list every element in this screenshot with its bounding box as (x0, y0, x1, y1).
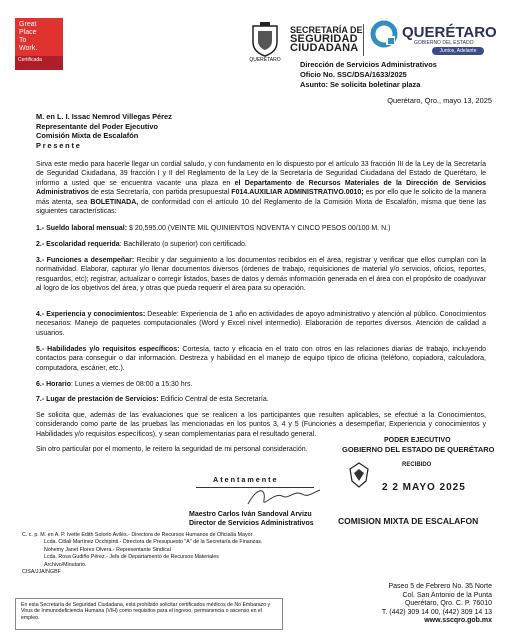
ccp-line-4: Lcda. Rosa Gudiño Pérez.- Jefa de Departamento de Recursos Materiales (44, 554, 219, 561)
item-2-text: : Bachillerato (o superior) con certificado. (119, 241, 247, 248)
item-6-heading: 6.- Horario (36, 381, 72, 388)
eagle-seal-icon (346, 461, 372, 489)
stamp-line-1: PODER EJECUTIVO (384, 437, 451, 444)
footer-address (360, 583, 492, 626)
ccp-line-3: Nohemy Janet Flores Olvera.- Representante Sindical (44, 546, 171, 553)
address-line-1: Paseo 5 de Febrero No. 35 Norte (388, 583, 492, 590)
queretaro-name: QUERÉTARO (402, 24, 497, 41)
ccp-line-5: Archivo/Minutario. (44, 561, 87, 568)
stamp-date: 2 2 MAYO 2025 (382, 482, 466, 493)
ccp-line-1 (22, 532, 262, 539)
item-4 (36, 310, 486, 338)
closing-paragraph: Se solicita que, además de las evaluaciones que se realicen a los participantes que resulten aplicables, se efectué a la Conocimientos, considerando como parte de las pruebas las mencionadas en los puntos 3, 4 y 5 (Funciones a desempeñar, Experiencia y conocimientos y Habilidades y/o requisitos específicos), y sean complementarias para el resultado general. (36, 412, 486, 438)
item-6 (36, 380, 486, 389)
item-4-text: Deseable: Experiencia de 1 año en actividades de apoyo administrativo y atención al público. Conocimientos necesarios: Manejo de paquetes computacionales (Word y Excel nivel intermedio). Elaboración de reportes diversos. Atención de calidad a usuarios. (36, 311, 486, 337)
item-1-text: $ 20,595.00 (VEINTE MIL QUINIENTOS NOVENTA Y CINCO PESOS 00/100 M. N.) (127, 225, 391, 232)
oficio-number: Oficio No. SSC/DSA/1633/2025 (300, 70, 407, 79)
address-line-3: Querétaro, Qro. C. P. 76010 (404, 600, 492, 608)
item-3-heading: 3.- Funciones a desempeñar: (36, 257, 135, 264)
item-6-text: : Lunes a viernes de 08:00 a 15:30 hrs. (71, 381, 193, 388)
juntos-adelante-pill: Juntos, Adelante (432, 47, 484, 55)
address-line-4: T. (442) 309 14 00, (442) 309 14 13 (381, 608, 492, 616)
secretaria-line-3: CIUDADANA (290, 42, 359, 54)
header-divider (363, 24, 364, 56)
intro-text-b: el Departamento de Recursos Materiales de la Dirección de Servicios Administrativos (36, 179, 486, 197)
address-line-2: Col. San Antonio de la Punta (402, 591, 492, 599)
farewell: Sin otro particular por el momento, le reitero la seguridad de mi personal consideración. (36, 446, 308, 453)
item-4-heading: 4.- Experiencia y conocimientos: (36, 311, 146, 318)
item-5-text: Cortesía, tacto y eficacia en el trato con otros en las relaciones diarias de trabajo, incluyendo contactos para conseguir o dar información. Destreza y habilidad en el manejo de equipo típico de oficina (teléfono, copiadora, calculadora, computadora, escáner, etc.). (36, 346, 486, 372)
notice-box: En esta Secretaría de Seguridad Ciudadana, está prohibido solicitar certificados médicos de No Embarazo y Virus de Inmunodeficiencia Humana (VIH) como requisitos para el ingreso, permanencia o ascenso en el empleo. (15, 598, 283, 630)
state-seal-icon (249, 22, 281, 58)
ccp-text-1: M. en A. P. Ivette Edith Solorio Avilés.- Directora de Recursos Humanos de Oficialía Mayor (40, 532, 253, 538)
addressee-org: Comisión Mixta de Escalafón (36, 131, 139, 140)
asunto: Asunto: Se solicita boletinar plaza (300, 80, 421, 89)
signer-title: Director de Servicios Administrativos (189, 520, 314, 527)
document-reference (300, 60, 492, 90)
item-2 (36, 240, 486, 249)
stamp-received: RECIBIDO (402, 462, 432, 468)
intro-text-c: de esta Secretaría, con partida presupuestal (88, 189, 232, 197)
secretaria-line-1: SECRETARÍA DE (290, 25, 363, 35)
item-2-heading: 2.- Escolaridad requerida (36, 241, 120, 248)
item-5-heading: 5.- Habilidades y/o requisitos específicos: (36, 346, 180, 353)
item-3-text: Recibir y dar seguimiento a los documentos recibidos en el área, registrar y verificar que ellos cumplan con la normatividad. Elaborar, capturar y/o llenar documentos diversos (órdenes de trabajo, requisiciones de material y/o servicios, oficios, reportes, resguardos, etc); registrar, actualizar o corregir listados, bases de datos y demás información generada en el área con el propósito de coadyuvar al logro de los objetivos del área, y otras que pueda requerir el área para su operación. (36, 257, 486, 293)
ccp-line-2: Lcda. Citlali Martínez Occhipinti.- Directora de Presupuesto "A" de la Secretaría de Finanzas. (44, 539, 263, 546)
item-7 (36, 395, 486, 404)
addressee-name: M. en L. I. Issac Nemrod Villegas Pérez (36, 112, 172, 121)
ccp-block (22, 532, 262, 576)
addressee-block (36, 112, 172, 150)
atentamente: Atentamente (213, 475, 279, 484)
seal-caption: QUERÉTARO (249, 57, 281, 63)
item-7-text: Edificio Central de esta Secretaría. (158, 396, 269, 403)
ccp-label: C. c. p. (22, 532, 39, 538)
badge-line-2: Place (19, 29, 37, 36)
stamp-bottom: COMISION MIXTA DE ESCALAFON (338, 516, 479, 526)
badge-line-4: Work. (19, 45, 38, 52)
item-7-heading: 7.- Lugar de prestación de Servicios: (36, 396, 159, 403)
intro-text-g: de conformidad con el artículo 10 del Reglamento de la Comisión Mixta de Escalafón, misma que tiene las siguientes características: (36, 198, 486, 216)
ccp-initials: CISA/JJA/NGBF (22, 569, 61, 576)
item-3 (36, 256, 486, 294)
direccion: Dirección de Servicios Administrativos (300, 60, 437, 69)
received-stamp (340, 437, 495, 534)
website-link[interactable]: www.sscqro.gob.mx (424, 617, 492, 625)
addressee-role: Representante del Poder Ejecutivo (36, 121, 158, 131)
gobierno-del-estado: GOBIERNO DEL ESTADO (414, 40, 474, 46)
intro-text-a: Sirva este medio para hacerle llegar un cordial saludo, y con fundamento en lo dispuesto por el artículo 33 fracción III de la Ley de la Secretaría de Seguridad Ciudadana, 39 fracción I y II del Reglamento de la Ley de la Secretaría de Seguridad Ciudadana del Estado de Querétaro, le informo a usted que se encuentra vacante una plaza en (36, 161, 486, 187)
item-1 (36, 224, 486, 233)
great-place-to-work-badge (15, 18, 63, 70)
intro-paragraph (36, 160, 486, 216)
signature-line (196, 487, 314, 488)
badge-strip: Certificada (15, 56, 63, 70)
badge-line-3: To (19, 37, 27, 44)
presente: Presente (36, 140, 82, 150)
intro-text-f: BOLETINADA, (90, 198, 139, 206)
intro-text-e: es por ello que le solicito de la manera más atenta, sea (36, 189, 487, 206)
item-5 (36, 345, 486, 373)
secretaria-name (290, 26, 363, 53)
item-1-heading: 1.- Sueldo laboral mensual: (36, 225, 128, 232)
badge-line-1: Great (19, 21, 37, 28)
secretaria-line-2: SEGURIDAD (290, 33, 358, 45)
queretaro-logo-icon (370, 20, 398, 48)
signer-block (189, 510, 314, 528)
intro-text-d: F014.AUXILIAR ADMINISTRATIVO.0010; (231, 189, 364, 197)
signer-name: Maestro Carlos Iván Sandoval Arvizu (189, 511, 312, 518)
stamp-line-2: GOBIERNO DEL ESTADO DE QUERÉTARO (342, 445, 495, 454)
document-date: Querétaro, Qro., mayo 13, 2025 (387, 96, 492, 105)
